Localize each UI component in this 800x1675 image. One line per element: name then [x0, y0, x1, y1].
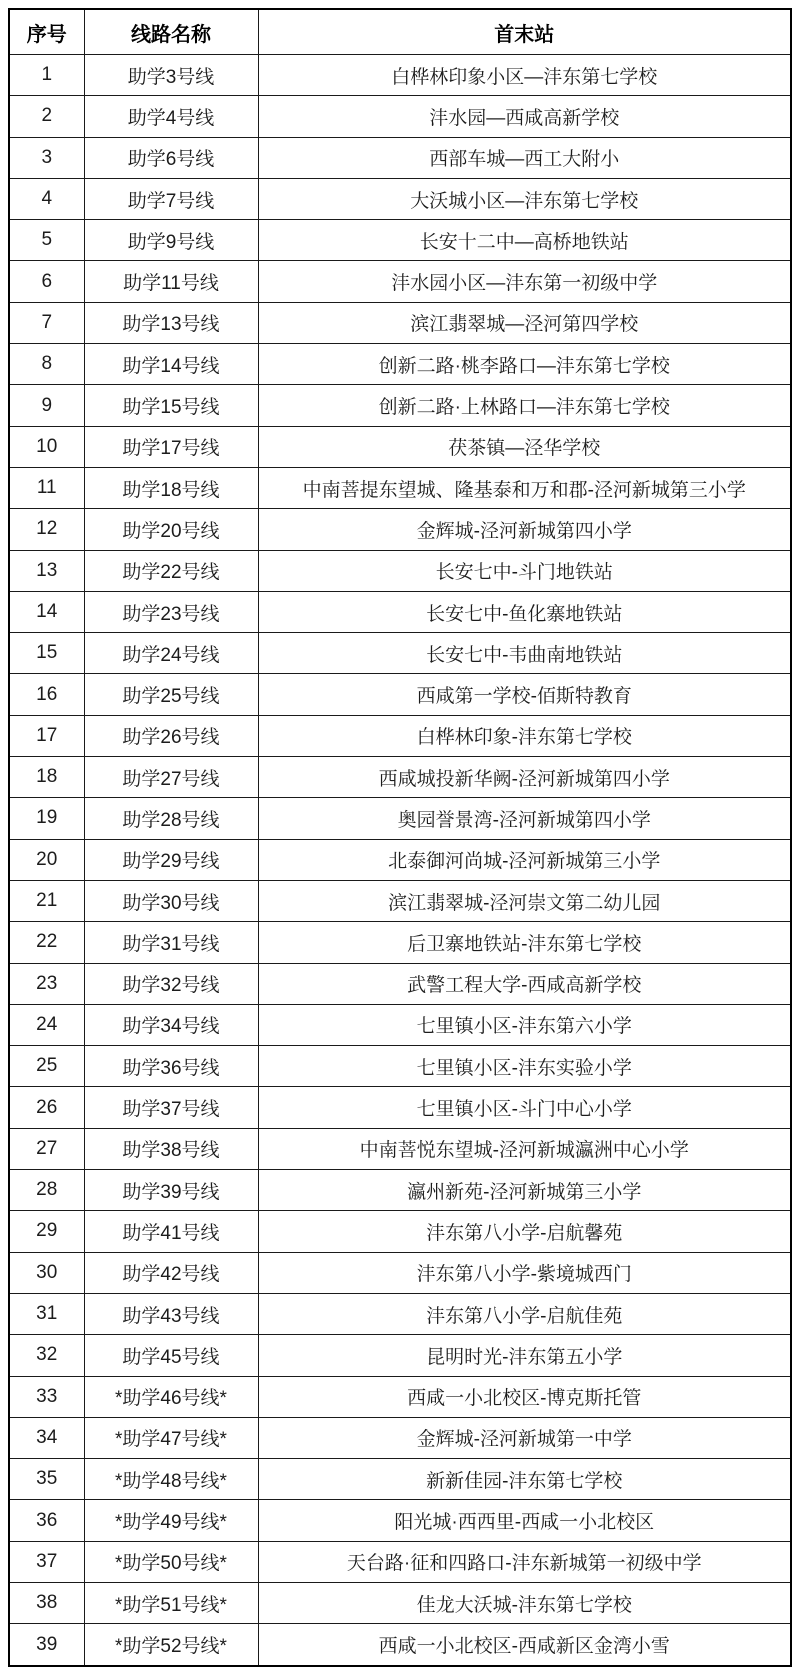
line-name-cell: *助学50号线*: [84, 1541, 258, 1582]
index-cell: 12: [9, 509, 84, 550]
stations-cell: 中南菩提东望城、隆基泰和万和郡-泾河新城第三小学: [258, 467, 791, 508]
table-row: [9, 591, 791, 632]
line-name-cell: *助学46号线*: [84, 1376, 258, 1417]
table-row: [9, 1335, 791, 1376]
table-row: [9, 1211, 791, 1252]
table-row: [9, 1459, 791, 1500]
table-header: [9, 9, 791, 55]
line-name-cell: 助学32号线: [84, 963, 258, 1004]
stations-cell: 创新二路·桃李路口—沣东第七学校: [258, 344, 791, 385]
line-name-cell: 助学13号线: [84, 302, 258, 343]
table-row: [9, 839, 791, 880]
stations-cell: 沣水园小区—沣东第一初级中学: [258, 261, 791, 302]
stations-cell: 沣东第八小学-启航佳苑: [258, 1293, 791, 1334]
table-row: [9, 261, 791, 302]
index-cell: 39: [9, 1624, 84, 1666]
table-row: [9, 757, 791, 798]
line-name-cell: 助学31号线: [84, 922, 258, 963]
line-name-cell: 助学41号线: [84, 1211, 258, 1252]
index-cell: 5: [9, 220, 84, 261]
stations-cell: 七里镇小区-沣东实验小学: [258, 1046, 791, 1087]
line-name-cell: 助学17号线: [84, 426, 258, 467]
table-row: [9, 1252, 791, 1293]
stations-cell: 西部车城—西工大附小: [258, 137, 791, 178]
table-body: [9, 55, 791, 1667]
header-row: [9, 9, 791, 55]
line-name-cell: 助学4号线: [84, 96, 258, 137]
index-cell: 17: [9, 715, 84, 756]
index-cell: 3: [9, 137, 84, 178]
line-name-cell: 助学30号线: [84, 880, 258, 921]
table-row: [9, 1087, 791, 1128]
line-name-cell: 助学3号线: [84, 55, 258, 96]
stations-cell: 西咸一小北校区-博克斯托管: [258, 1376, 791, 1417]
line-name-cell: *助学52号线*: [84, 1624, 258, 1666]
index-cell: 11: [9, 467, 84, 508]
stations-cell: 金辉城-泾河新城第四小学: [258, 509, 791, 550]
index-cell: 21: [9, 880, 84, 921]
line-name-cell: 助学43号线: [84, 1293, 258, 1334]
stations-cell: 北泰御河尚城-泾河新城第三小学: [258, 839, 791, 880]
stations-cell: 沣东第八小学-紫境城西门: [258, 1252, 791, 1293]
line-name-cell: 助学25号线: [84, 674, 258, 715]
index-cell: 29: [9, 1211, 84, 1252]
line-name-cell: 助学45号线: [84, 1335, 258, 1376]
stations-cell: 长安七中-斗门地铁站: [258, 550, 791, 591]
stations-cell: 中南菩悦东望城-泾河新城瀛洲中心小学: [258, 1128, 791, 1169]
col-header-stations: 首末站: [258, 9, 791, 55]
table-row: [9, 1293, 791, 1334]
table-row: [9, 1500, 791, 1541]
line-name-cell: *助学48号线*: [84, 1459, 258, 1500]
line-name-cell: 助学7号线: [84, 178, 258, 219]
stations-cell: 七里镇小区-斗门中心小学: [258, 1087, 791, 1128]
index-cell: 38: [9, 1582, 84, 1623]
stations-cell: 西咸城投新华阙-泾河新城第四小学: [258, 757, 791, 798]
table-row: [9, 922, 791, 963]
col-header-line-name: 线路名称: [84, 9, 258, 55]
stations-cell: 沣东第八小学-启航馨苑: [258, 1211, 791, 1252]
stations-cell: 西咸一小北校区-西咸新区金湾小雪: [258, 1624, 791, 1666]
line-name-cell: 助学39号线: [84, 1170, 258, 1211]
table-row: [9, 1170, 791, 1211]
index-cell: 16: [9, 674, 84, 715]
index-cell: 35: [9, 1459, 84, 1500]
index-cell: 7: [9, 302, 84, 343]
stations-cell: 后卫寨地铁站-沣东第七学校: [258, 922, 791, 963]
index-cell: 10: [9, 426, 84, 467]
stations-cell: 滨江翡翠城-泾河崇文第二幼儿园: [258, 880, 791, 921]
line-name-cell: 助学29号线: [84, 839, 258, 880]
stations-cell: 昆明时光-沣东第五小学: [258, 1335, 791, 1376]
line-name-cell: 助学18号线: [84, 467, 258, 508]
stations-cell: 西咸第一学校-佰斯特教育: [258, 674, 791, 715]
line-name-cell: 助学42号线: [84, 1252, 258, 1293]
line-name-cell: 助学28号线: [84, 798, 258, 839]
line-name-cell: 助学34号线: [84, 1004, 258, 1045]
index-cell: 15: [9, 633, 84, 674]
table-row: [9, 550, 791, 591]
stations-cell: 天台路·征和四路口-沣东新城第一初级中学: [258, 1541, 791, 1582]
table-row: [9, 1376, 791, 1417]
index-cell: 23: [9, 963, 84, 1004]
stations-cell: 佳龙大沃城-沣东第七学校: [258, 1582, 791, 1623]
table-row: [9, 302, 791, 343]
stations-cell: 阳光城·西西里-西咸一小北校区: [258, 1500, 791, 1541]
table-row: [9, 220, 791, 261]
index-cell: 28: [9, 1170, 84, 1211]
index-cell: 19: [9, 798, 84, 839]
index-cell: 25: [9, 1046, 84, 1087]
index-cell: 1: [9, 55, 84, 96]
stations-cell: 瀛州新苑-泾河新城第三小学: [258, 1170, 791, 1211]
line-name-cell: 助学36号线: [84, 1046, 258, 1087]
index-cell: 18: [9, 757, 84, 798]
index-cell: 27: [9, 1128, 84, 1169]
line-name-cell: 助学37号线: [84, 1087, 258, 1128]
line-name-cell: 助学27号线: [84, 757, 258, 798]
index-cell: 22: [9, 922, 84, 963]
line-name-cell: 助学11号线: [84, 261, 258, 302]
table-row: [9, 798, 791, 839]
index-cell: 30: [9, 1252, 84, 1293]
index-cell: 2: [9, 96, 84, 137]
stations-cell: 新新佳园-沣东第七学校: [258, 1459, 791, 1500]
table-row: [9, 1624, 791, 1666]
line-name-cell: 助学15号线: [84, 385, 258, 426]
stations-cell: 茯茶镇—泾华学校: [258, 426, 791, 467]
table-row: [9, 1582, 791, 1623]
index-cell: 34: [9, 1417, 84, 1458]
index-cell: 33: [9, 1376, 84, 1417]
table-row: [9, 1417, 791, 1458]
index-cell: 24: [9, 1004, 84, 1045]
table-row: [9, 55, 791, 96]
index-cell: 9: [9, 385, 84, 426]
line-name-cell: 助学38号线: [84, 1128, 258, 1169]
table-row: [9, 344, 791, 385]
index-cell: 31: [9, 1293, 84, 1334]
stations-cell: 滨江翡翠城—泾河第四学校: [258, 302, 791, 343]
table-row: [9, 880, 791, 921]
line-name-cell: *助学51号线*: [84, 1582, 258, 1623]
line-name-cell: 助学22号线: [84, 550, 258, 591]
index-cell: 26: [9, 1087, 84, 1128]
table-row: [9, 963, 791, 1004]
table-row: [9, 1128, 791, 1169]
stations-cell: 七里镇小区-沣东第六小学: [258, 1004, 791, 1045]
line-name-cell: 助学14号线: [84, 344, 258, 385]
school-bus-lines-table: [8, 8, 792, 1667]
index-cell: 37: [9, 1541, 84, 1582]
index-cell: 6: [9, 261, 84, 302]
table-row: [9, 715, 791, 756]
table-row: [9, 467, 791, 508]
table-row: [9, 1046, 791, 1087]
index-cell: 4: [9, 178, 84, 219]
stations-cell: 长安七中-韦曲南地铁站: [258, 633, 791, 674]
table-row: [9, 426, 791, 467]
stations-cell: 白桦林印象-沣东第七学校: [258, 715, 791, 756]
stations-cell: 创新二路·上林路口—沣东第七学校: [258, 385, 791, 426]
stations-cell: 白桦林印象小区—沣东第七学校: [258, 55, 791, 96]
index-cell: 36: [9, 1500, 84, 1541]
index-cell: 8: [9, 344, 84, 385]
table-row: [9, 178, 791, 219]
table-row: [9, 137, 791, 178]
index-cell: 13: [9, 550, 84, 591]
col-header-index: 序号: [9, 9, 84, 55]
line-name-cell: 助学6号线: [84, 137, 258, 178]
stations-cell: 武警工程大学-西咸高新学校: [258, 963, 791, 1004]
line-name-cell: *助学49号线*: [84, 1500, 258, 1541]
stations-cell: 大沃城小区—沣东第七学校: [258, 178, 791, 219]
index-cell: 20: [9, 839, 84, 880]
stations-cell: 奥园誉景湾-泾河新城第四小学: [258, 798, 791, 839]
line-name-cell: 助学26号线: [84, 715, 258, 756]
table-row: [9, 96, 791, 137]
line-name-cell: 助学23号线: [84, 591, 258, 632]
index-cell: 32: [9, 1335, 84, 1376]
table-row: [9, 509, 791, 550]
line-name-cell: 助学20号线: [84, 509, 258, 550]
line-name-cell: 助学9号线: [84, 220, 258, 261]
table-row: [9, 1004, 791, 1045]
stations-cell: 长安七中-鱼化寨地铁站: [258, 591, 791, 632]
line-name-cell: *助学47号线*: [84, 1417, 258, 1458]
index-cell: 14: [9, 591, 84, 632]
stations-cell: 金辉城-泾河新城第一中学: [258, 1417, 791, 1458]
stations-cell: 沣水园—西咸高新学校: [258, 96, 791, 137]
table-row: [9, 385, 791, 426]
stations-cell: 长安十二中—高桥地铁站: [258, 220, 791, 261]
line-name-cell: 助学24号线: [84, 633, 258, 674]
table-row: [9, 633, 791, 674]
table-row: [9, 1541, 791, 1582]
table-row: [9, 674, 791, 715]
